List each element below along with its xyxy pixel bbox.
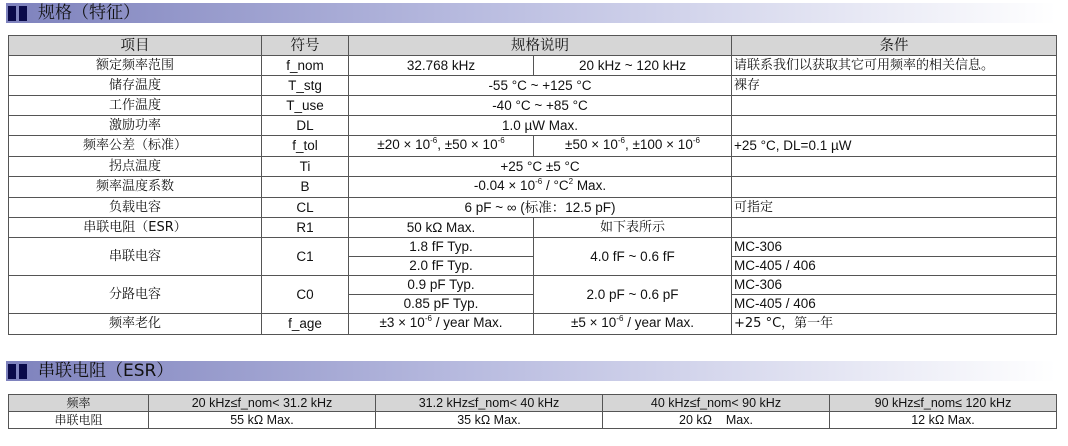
range-cell: 31.2 kHz≤f_nom< 40 kHz [376,395,603,412]
header-symbol: 符号 [262,36,349,56]
symbol-cell: C1 [262,238,349,276]
spec-table [8,35,1057,335]
table-row [9,238,1057,257]
header-spec: 规格说明 [349,36,732,56]
spec-cell [349,314,534,335]
value-cell: 55 kΩ Max. [149,412,376,429]
symbol-cell: T_use [262,96,349,116]
table-row [9,96,1057,116]
section-marker-icon [19,364,27,379]
spec-text: / year Max. [623,315,694,330]
table-row [9,157,1057,177]
symbol-cell: Ti [262,157,349,177]
item-cell: 负载电容 [9,198,262,218]
spec-cell: 32.768 kHz [349,56,534,76]
table-row [9,76,1057,96]
condition-cell [732,96,1057,116]
section-header-spec [6,3,1056,23]
item-cell: 频率公差（标准） [9,136,262,157]
spec-text: , ±50 × 10 [437,137,498,152]
item-cell: 分路电容 [9,276,262,314]
symbol-cell: CL [262,198,349,218]
condition-cell: 裸存 [732,76,1057,96]
esr-table [8,394,1057,429]
exponent: -6 [535,177,543,186]
condition-cell: MC-405 / 406 [732,257,1057,276]
spec-text: / year Max. [431,315,503,330]
table-row [9,276,1057,295]
symbol-cell: R1 [262,218,349,238]
table-row [9,136,1057,157]
table-row [9,56,1057,76]
spec-cell: 50 kΩ Max. [349,218,534,238]
spec-cell: +25 °C ±5 °C [349,157,732,177]
condition-cell: MC-405 / 406 [732,295,1057,314]
condition-cell: MC-306 [732,238,1057,257]
spec-cell: 20 kHz ~ 120 kHz [534,56,732,76]
spec-cell [349,177,732,198]
symbol-cell: C0 [262,276,349,314]
condition-cell: 请联系我们以获取其它可用频率的相关信息。 [732,56,1057,76]
item-cell: 频率温度系数 [9,177,262,198]
value-cell: 20 kΩ Max. [603,412,830,429]
condition-cell [732,157,1057,177]
table-row [9,218,1057,238]
table-row [9,116,1057,136]
spec-text: Max. [573,178,607,193]
spec-cell [534,314,732,335]
spec-cell: -55 °C ~ +125 °C [349,76,732,96]
spec-cell: 0.9 pF Typ. [349,276,534,295]
exponent: 2 [568,177,574,186]
range-cell: 20 kHz≤f_nom< 31.2 kHz [149,395,376,412]
table-row [9,314,1057,335]
symbol-cell: f_tol [262,136,349,157]
symbol-cell: DL [262,116,349,136]
spec-cell [349,136,534,157]
spec-text: ±5 × 10 [571,315,617,330]
condition-cell [732,177,1057,198]
exponent: -6 [424,314,432,323]
condition-cell: MC-306 [732,276,1057,295]
spec-text: ±20 × 10 [377,137,431,152]
section-title: 串联电阻（ESR） [38,361,174,381]
item-cell: 拐点温度 [9,157,262,177]
header-condition: 条件 [732,36,1057,56]
item-cell: 储存温度 [9,76,262,96]
symbol-cell: f_nom [262,56,349,76]
condition-cell: +25 °C，第一年 [732,314,1057,335]
item-cell: 激励功率 [9,116,262,136]
value-cell: 35 kΩ Max. [376,412,603,429]
exponent: -6 [430,136,438,145]
spec-text: , ±100 × 10 [624,137,693,152]
spec-text: / °C [542,178,569,193]
item-cell: 串联电容 [9,238,262,276]
row-label: 串联电阻 [9,412,149,429]
table-row [9,412,1057,429]
exponent: -6 [692,136,700,145]
spec-cell: 0.85 pF Typ. [349,295,534,314]
item-cell: 额定频率范围 [9,56,262,76]
table-header-row [9,36,1057,56]
section-title: 规格（特征） [38,3,140,23]
symbol-cell: f_age [262,314,349,335]
exponent: -6 [617,136,625,145]
spec-text: -0.04 × 10 [473,178,536,193]
condition-cell: 可指定 [732,198,1057,218]
symbol-cell: B [262,177,349,198]
value-cell: 12 kΩ Max. [830,412,1057,429]
section-header-esr [6,361,1056,381]
spec-cell: 1.8 fF Typ. [349,238,534,257]
range-cell: 40 kHz≤f_nom< 90 kHz [603,395,830,412]
exponent: -6 [497,136,505,145]
header-frequency: 频率 [9,395,149,412]
spec-cell: 2.0 fF Typ. [349,257,534,276]
spec-cell: 2.0 pF ~ 0.6 pF [534,276,732,314]
condition-cell [732,116,1057,136]
item-cell: 串联电阻（ESR） [9,218,262,238]
header-item: 项目 [9,36,262,56]
spec-cell: 6 pF ~ ∞ (标准：12.5 pF) [349,198,732,218]
section-marker-icon [19,6,27,21]
table-row [9,198,1057,218]
spec-cell [534,136,732,157]
spec-cell: 4.0 fF ~ 0.6 fF [534,238,732,276]
section-marker-icon [8,6,16,21]
spec-text: ±50 × 10 [565,137,618,152]
symbol-cell: T_stg [262,76,349,96]
item-cell: 工作温度 [9,96,262,116]
range-cell: 90 kHz≤f_nom≤ 120 kHz [830,395,1057,412]
spec-cell: 1.0 µW Max. [349,116,732,136]
table-header-row [9,395,1057,412]
exponent: -6 [616,314,624,323]
table-row [9,177,1057,198]
condition-cell: +25 °C, DL=0.1 µW [732,136,1057,157]
spec-cell: -40 °C ~ +85 °C [349,96,732,116]
spec-text: ±3 × 10 [379,315,425,330]
section-marker-icon [8,364,16,379]
condition-cell [732,218,1057,238]
item-cell: 频率老化 [9,314,262,335]
spec-cell: 如下表所示 [534,218,732,238]
